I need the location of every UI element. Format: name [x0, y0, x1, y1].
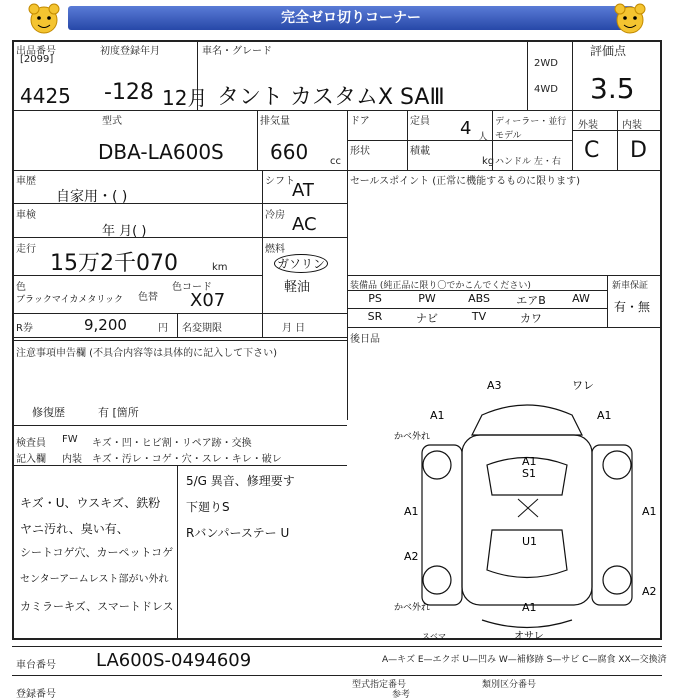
- mascot-icon: [26, 2, 62, 36]
- interior-inspect-label: 内装: [62, 454, 82, 465]
- r-ticket-label: R券: [16, 323, 33, 334]
- reg-label: 登録番号: [16, 689, 56, 700]
- equipment-leather: カワ: [520, 312, 542, 325]
- chassis-label: 車台番号: [16, 660, 56, 671]
- ref-label: 参考: [392, 690, 411, 700]
- equipment-aw: AW: [572, 292, 590, 305]
- equipment-tv: TV: [471, 310, 487, 323]
- equipment-navi: ナビ: [416, 312, 438, 325]
- chassis-value: LA600S-0494609: [96, 650, 252, 671]
- mark-off-b: かベ外れ: [394, 603, 431, 613]
- mark-a1-c: A1: [522, 455, 537, 468]
- shaken-value: 年 月( ): [102, 224, 147, 239]
- mark-crack: ワレ: [572, 379, 594, 392]
- remark-right-1: 5/G 異音、修理要す: [186, 474, 295, 488]
- displacement-label: 排気量: [260, 116, 290, 127]
- mileage-unit: km: [212, 262, 228, 273]
- score-value: 3.5: [590, 72, 635, 105]
- mark-a1-a: A1: [430, 409, 445, 422]
- equipment-label: 装備品 (純正品に限り〇でかこんでください): [350, 281, 531, 291]
- record-label: 記入欄: [16, 454, 46, 465]
- color-change-label: 色替: [138, 292, 158, 303]
- header-banner: [0, 0, 700, 38]
- remark-left-2: ヤニ汚れ、臭い有、: [20, 522, 129, 536]
- displacement-value: 660: [270, 140, 309, 164]
- remark-right-3: Rバンパーステー U: [186, 526, 290, 540]
- notes-title: 注意事項申告欄 (不具合内容等は具体的に記入して下さい): [16, 348, 277, 359]
- mileage-label: 走行: [16, 244, 36, 255]
- mark-a1-d: A1: [404, 505, 419, 518]
- remark-right-2: 下廻りS: [186, 500, 230, 514]
- mark-dent: オサレ: [514, 631, 544, 642]
- name-label: 車名・グレード: [202, 46, 272, 57]
- mark-sube: スベマ: [422, 632, 446, 641]
- color-code-value: X07: [190, 290, 226, 311]
- banner-title: 完全ゼロ切りコーナー: [68, 6, 634, 30]
- repair-value: 有 [箇所: [98, 406, 139, 419]
- lot-number: 4425: [20, 84, 71, 108]
- equipment-pw: PW: [418, 292, 436, 305]
- shift-value: AT: [292, 180, 314, 201]
- remark-left-3: シートコゲ穴、カーペットコゲ: [20, 546, 174, 559]
- dealer-label: ディーラー・並行: [495, 117, 567, 127]
- car-damage-diagram: [392, 375, 662, 645]
- name-change-label: 名変期限: [182, 323, 222, 334]
- mark-a2-b: A2: [642, 585, 657, 598]
- score-label: 評価点: [590, 44, 627, 58]
- capacity-label: 定員: [410, 116, 430, 127]
- equipment-abs: ABS: [468, 292, 490, 305]
- equipment-ps: PS: [368, 292, 382, 305]
- color-value: ブラックマイカメタリック: [16, 295, 124, 305]
- color-code-label: 色コード: [172, 282, 212, 293]
- interior-items: キズ・汚レ・コゲ・穴・スレ・キレ・破レ: [92, 454, 282, 465]
- category-label: 類別区分番号: [482, 680, 537, 690]
- lot-sub: [2099]: [20, 54, 54, 65]
- exterior-label: 外装: [578, 120, 598, 131]
- exterior-value: C: [584, 138, 600, 163]
- fw-label: FW: [62, 434, 78, 445]
- drive-2wd: 2WD: [534, 58, 558, 69]
- aircon-label: 冷房: [265, 210, 285, 221]
- mark-a1-e: A1: [642, 505, 657, 518]
- lot-label: 出品番号: [16, 46, 56, 57]
- mark-s1: S1: [522, 467, 536, 480]
- first-reg-month: 12月: [162, 86, 208, 110]
- door-label: ドア: [350, 116, 370, 127]
- model-value: DBA-LA600S: [98, 140, 224, 164]
- mileage-value: 15万2千070: [50, 251, 178, 276]
- mark-a2-a: A2: [404, 550, 419, 563]
- new-car-value: 有・無: [614, 300, 651, 314]
- shift-label: シフト: [265, 176, 295, 187]
- mark-a3: A3: [487, 379, 502, 392]
- inspector-label: 検査員: [16, 438, 46, 449]
- capacity-unit: 人: [478, 132, 488, 143]
- mascot-icon: [612, 2, 648, 36]
- interior-label: 内装: [622, 120, 642, 131]
- history-label: 車歴: [16, 176, 36, 187]
- first-reg-label: 初度登録年月: [100, 46, 160, 57]
- repair-label: 修復歴: [32, 406, 65, 419]
- r-ticket-unit: 円: [158, 323, 168, 334]
- name-change-value: 月 日: [282, 323, 306, 334]
- equipment-airbag: エアB: [516, 294, 546, 307]
- fuel-value-gasoline: ガソリン: [274, 254, 328, 273]
- remark-left-1: キズ・U、ウスキズ、鉄粉: [20, 496, 161, 510]
- model-label: 型式: [102, 116, 122, 127]
- shape-label: 形状: [350, 146, 370, 157]
- mark-a1-b: A1: [597, 409, 612, 422]
- history-value: 自家用・( ): [56, 189, 128, 205]
- load-unit: kg: [482, 156, 495, 167]
- mark-a1-f: A1: [522, 601, 537, 614]
- name-value: タント カスタムX SAⅢ: [217, 85, 445, 110]
- equipment-sr: SR: [367, 310, 383, 323]
- capacity-value: 4: [460, 118, 472, 139]
- handle-label: ハンドル 左・右: [495, 157, 561, 167]
- model-label-2: モデル: [495, 131, 522, 141]
- shaken-label: 車検: [16, 210, 36, 221]
- sales-point-label: セールスポイント (正常に機能するものに限ります): [350, 176, 581, 187]
- mark-u1: U1: [522, 535, 538, 548]
- after-label: 後日品: [350, 334, 380, 345]
- first-reg-value: -128: [104, 80, 154, 105]
- fuel-label: 燃料: [265, 244, 285, 255]
- drive-4wd: 4WD: [534, 84, 558, 95]
- mark-off-a: かベ外れ: [394, 432, 431, 442]
- r-ticket-value: 9,200: [84, 316, 127, 334]
- legend: A—キズ E—エクボ U—凹み W—補修跡 S—サビ C—腐食 XX—交換済: [382, 655, 667, 665]
- remark-left-5: カミラーキズ、スマートドレス: [20, 600, 174, 613]
- aircon-value: AC: [292, 214, 317, 235]
- certified-label: 型式指定番号: [352, 680, 407, 690]
- color-label: 色: [16, 282, 26, 293]
- remark-left-4: センターアームレスト部がい外れ: [20, 574, 169, 585]
- auction-sheet: [12, 40, 667, 700]
- displacement-unit: cc: [330, 156, 341, 167]
- fw-items: キズ・凹・ヒビ割・リペア跡・交換: [92, 438, 252, 449]
- fuel-value-diesel: 軽油: [284, 280, 311, 295]
- new-car-label: 新車保証: [612, 281, 649, 291]
- interior-value: D: [630, 138, 647, 163]
- load-label: 積載: [410, 146, 430, 157]
